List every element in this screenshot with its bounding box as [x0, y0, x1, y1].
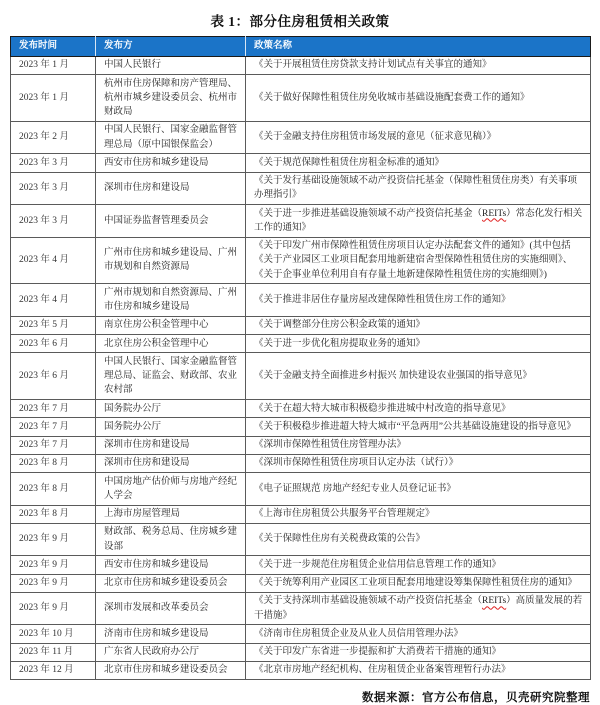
cell-policy-name: 《关于推进非居住存量房屋改建保障性租赁住房工作的通知》: [246, 284, 591, 317]
table-row: [11, 523, 591, 556]
cell-publish-date: 2023 年 8 月: [11, 473, 96, 506]
cell-publish-date: 2023 年 3 月: [11, 205, 96, 238]
table-row: [11, 335, 591, 353]
cell-policy-name: 《关于规范保障性租赁住房租金标准的通知》: [246, 154, 591, 172]
policy-table: [10, 36, 591, 680]
cell-publisher: 国务院办公厅: [96, 400, 246, 418]
column-header-publisher: 发布方: [96, 37, 246, 57]
table-row: [11, 205, 591, 238]
table-row: [11, 56, 591, 74]
cell-publisher: 北京市住房和城乡建设委员会: [96, 661, 246, 679]
cell-publisher: 深圳市住房和建设局: [96, 454, 246, 472]
cell-publisher: 深圳市住房和建设局: [96, 172, 246, 205]
table-row: [11, 237, 591, 284]
table-row: [11, 316, 591, 334]
cell-publish-date: 2023 年 4 月: [11, 284, 96, 317]
cell-policy-name: 《关于进一步规范住房租赁企业信用信息管理工作的通知》: [246, 556, 591, 574]
cell-publish-date: 2023 年 1 月: [11, 56, 96, 74]
cell-policy-name: 《关于调整部分住房公积金政策的通知》: [246, 316, 591, 334]
cell-publisher: 中国人民银行: [96, 56, 246, 74]
cell-publish-date: 2023 年 3 月: [11, 154, 96, 172]
cell-publisher: 广州市住房和城乡建设局、广州市规划和自然资源局: [96, 237, 246, 284]
cell-policy-name: 《关于进一步优化租房提取业务的通知》: [246, 335, 591, 353]
cell-publisher: 深圳市住房和建设局: [96, 436, 246, 454]
cell-publisher: 中国人民银行、国家金融监督管理总局（原中国银保监会）: [96, 121, 246, 154]
table-row: [11, 400, 591, 418]
table-row: [11, 661, 591, 679]
cell-policy-name: 《关于进一步推进基础设施领域不动产投资信托基金（REITs）常态化发行相关工作的通知》: [246, 205, 591, 238]
cell-policy-name: 《上海市住房租赁公共服务平台管理规定》: [246, 505, 591, 523]
cell-policy-name: 《深圳市保障性租赁住房管理办法》: [246, 436, 591, 454]
cell-publish-date: 2023 年 7 月: [11, 400, 96, 418]
cell-publish-date: 2023 年 11 月: [11, 643, 96, 661]
table-header-row: [11, 37, 591, 57]
cell-publisher: 杭州市住房保障和房产管理局、杭州市城乡建设委员会、杭州市财政局: [96, 75, 246, 122]
table-row: [11, 473, 591, 506]
cell-publisher: 南京住房公积金管理中心: [96, 316, 246, 334]
table-row: [11, 592, 591, 625]
cell-publisher: 北京住房公积金管理中心: [96, 335, 246, 353]
cell-policy-name: 《关于开展租赁住房贷款支持计划试点有关事宜的通知》: [246, 56, 591, 74]
cell-publisher: 西安市住房和城乡建设局: [96, 154, 246, 172]
cell-policy-name: 《关于印发广州市保障性租赁住房项目认定办法配套文件的通知》(其中包括《关于产业园区工业项目配套用地新建宿舍型保障性租赁住房的实施细则》、《关于企事业单位利用自有存量土地新建保障性租赁住房的实施细则》): [246, 237, 591, 284]
cell-policy-name: 《关于保障性住房有关税费政策的公告》: [246, 523, 591, 556]
cell-policy-name: 《关于发行基础设施领域不动产投资信托基金（保障性租赁住房类）有关事项办理指引》: [246, 172, 591, 205]
cell-publisher: 上海市房屋管理局: [96, 505, 246, 523]
cell-publish-date: 2023 年 9 月: [11, 556, 96, 574]
cell-policy-name: 《电子证照规范 房地产经纪专业人员登记证书》: [246, 473, 591, 506]
spellcheck-underline: REITs: [482, 208, 507, 219]
cell-publish-date: 2023 年 10 月: [11, 625, 96, 643]
cell-policy-name: 《济南市住房租赁企业及从业人员信用管理办法》: [246, 625, 591, 643]
cell-publish-date: 2023 年 6 月: [11, 353, 96, 400]
cell-publisher: 中国证券监督管理委员会: [96, 205, 246, 238]
cell-publisher: 中国人民银行、国家金融监督管理总局、证监会、财政部、农业农村部: [96, 353, 246, 400]
column-header-policy-name: 政策名称: [246, 37, 591, 57]
cell-policy-name: 《北京市房地产经纪机构、住房租赁企业备案管理暂行办法》: [246, 661, 591, 679]
table-row: [11, 643, 591, 661]
spellcheck-underline: REITs: [482, 596, 507, 607]
cell-publisher: 西安市住房和城乡建设局: [96, 556, 246, 574]
cell-publisher: 国务院办公厅: [96, 418, 246, 436]
table-title: 表 1：部分住房租赁相关政策: [210, 14, 390, 29]
cell-publish-date: 2023 年 3 月: [11, 172, 96, 205]
table-row: [11, 172, 591, 205]
table-row: [11, 574, 591, 592]
cell-publish-date: 2023 年 7 月: [11, 418, 96, 436]
table-row: [11, 556, 591, 574]
cell-policy-name: 《关于印发广东省进一步提振和扩大消费若干措施的通知》: [246, 643, 591, 661]
table-row: [11, 625, 591, 643]
cell-publisher: 深圳市发展和改革委员会: [96, 592, 246, 625]
cell-publisher: 财政部、税务总局、住房城乡建设部: [96, 523, 246, 556]
table-row: [11, 454, 591, 472]
cell-policy-name: 《关于金融支持住房租赁市场发展的意见（征求意见稿）》: [246, 121, 591, 154]
cell-publish-date: 2023 年 5 月: [11, 316, 96, 334]
cell-publish-date: 2023 年 9 月: [11, 592, 96, 625]
cell-publisher: 北京市住房和城乡建设委员会: [96, 574, 246, 592]
cell-policy-name: 《关于金融支持全面推进乡村振兴 加快建设农业强国的指导意见》: [246, 353, 591, 400]
cell-publisher: 广州市规划和自然资源局、广州市住房和城乡建设局: [96, 284, 246, 317]
data-source-note: 数据来源：官方公布信息，贝壳研究院整理: [362, 692, 590, 705]
cell-policy-name: 《关于积极稳步推进超大特大城市“平急两用”公共基础设施建设的指导意见》: [246, 418, 591, 436]
cell-publisher: 广东省人民政府办公厅: [96, 643, 246, 661]
cell-policy-name: 《关于支持深圳市基础设施领域不动产投资信托基金（REITs）高质量发展的若干措施》: [246, 592, 591, 625]
column-header-publish-date: 发布时间: [11, 37, 96, 57]
cell-publish-date: 2023 年 4 月: [11, 237, 96, 284]
table-row: [11, 121, 591, 154]
cell-policy-name: 《关于做好保障性租赁住房免收城市基础设施配套费工作的通知》: [246, 75, 591, 122]
cell-publish-date: 2023 年 8 月: [11, 505, 96, 523]
cell-publish-date: 2023 年 9 月: [11, 574, 96, 592]
table-row: [11, 75, 591, 122]
cell-publish-date: 2023 年 8 月: [11, 454, 96, 472]
cell-publish-date: 2023 年 1 月: [11, 75, 96, 122]
cell-publish-date: 2023 年 6 月: [11, 335, 96, 353]
cell-publish-date: 2023 年 12 月: [11, 661, 96, 679]
cell-policy-name: 《关于在超大特大城市积极稳步推进城中村改造的指导意见》: [246, 400, 591, 418]
table-row: [11, 284, 591, 317]
table-row: [11, 353, 591, 400]
cell-publish-date: 2023 年 9 月: [11, 523, 96, 556]
cell-policy-name: 《关于统筹利用产业园区工业项目配套用地建设筹集保障性租赁住房的通知》: [246, 574, 591, 592]
cell-publisher: 济南市住房和城乡建设局: [96, 625, 246, 643]
cell-publisher: 中国房地产估价师与房地产经纪人学会: [96, 473, 246, 506]
cell-policy-name: 《深圳市保障性租赁住房项目认定办法（试行）》: [246, 454, 591, 472]
cell-publish-date: 2023 年 2 月: [11, 121, 96, 154]
table-row: [11, 436, 591, 454]
table-row: [11, 418, 591, 436]
table-row: [11, 154, 591, 172]
table-body: [11, 56, 591, 679]
cell-publish-date: 2023 年 7 月: [11, 436, 96, 454]
table-row: [11, 505, 591, 523]
